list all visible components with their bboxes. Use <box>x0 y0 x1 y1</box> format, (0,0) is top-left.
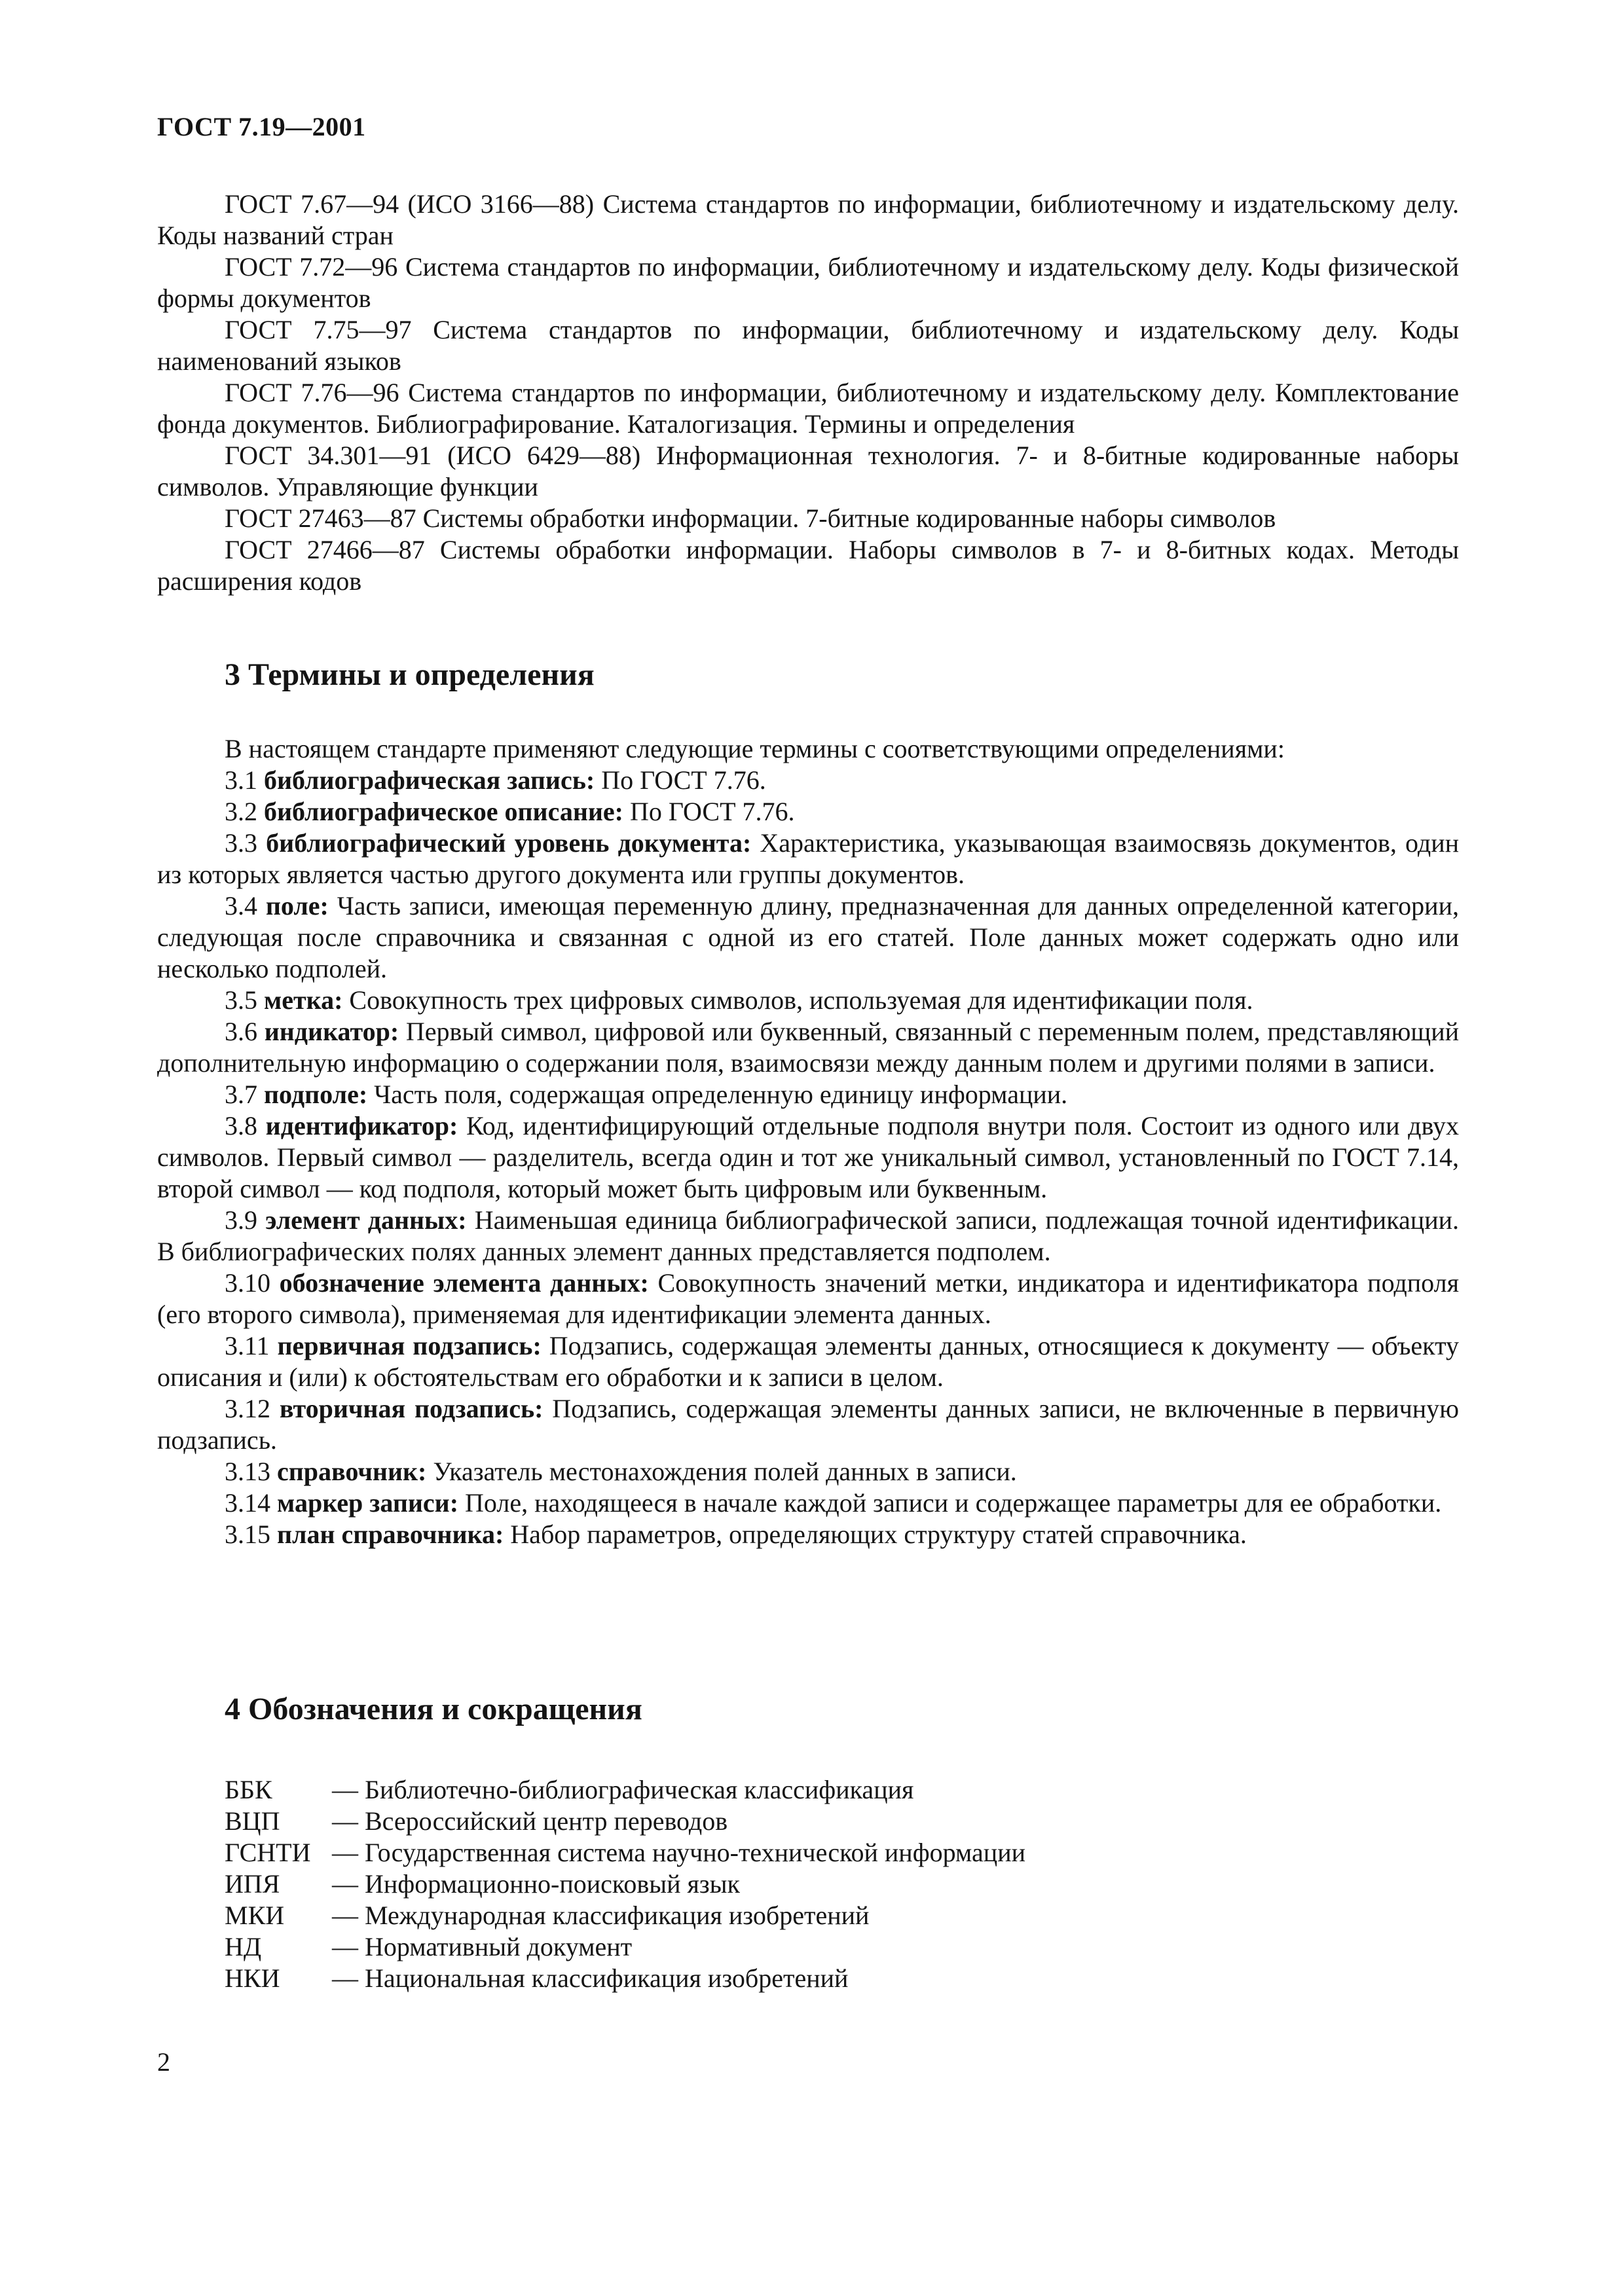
term-name: справочник: <box>277 1457 427 1486</box>
term-item <box>157 796 1459 828</box>
reference-item: ГОСТ 7.76—96 Система стандартов по информации, библиотечному и издательскому делу. Комплектование фонда документов. Библиографирование. Каталогизация. Термины и определения <box>157 378 1459 439</box>
term-definition: По ГОСТ 7.76. <box>630 797 795 826</box>
term-definition: Совокупность значений метки, индикатора и идентификатора подполя (его второго символа), применяемая для идентификации элемента данных. <box>157 1268 1460 1329</box>
term-definition: По ГОСТ 7.76. <box>601 765 766 795</box>
terms-intro: В настоящем стандарте применяют следующие термины с соответствующими определениями: <box>225 734 1285 763</box>
abbreviation-code: НД <box>225 1932 262 1961</box>
terms-section <box>157 733 1459 1550</box>
term-name: подполе: <box>264 1080 368 1109</box>
abbreviation-code: ГСНТИ <box>225 1838 311 1867</box>
term-name: библиографическое описание: <box>264 797 624 826</box>
term-item <box>157 1456 1459 1487</box>
term-name: индикатор: <box>264 1017 399 1046</box>
abbreviation-definition: — Информационно-поисковый язык <box>332 1869 740 1899</box>
term-item <box>157 985 1459 1016</box>
term-number: 3.10 <box>225 1268 270 1298</box>
term-item <box>157 1267 1459 1330</box>
term-definition: Набор параметров, определяющих структуру статей справочника. <box>510 1520 1247 1549</box>
term-name: поле: <box>265 891 329 920</box>
term-number: 3.7 <box>225 1080 257 1109</box>
reference-item: ГОСТ 7.67—94 (ИСО 3166—88) Система стандартов по информации, библиотечному и издательскому делу. Коды названий стран <box>157 189 1459 250</box>
abbreviation-definition: — Всероссийский центр переводов <box>332 1806 728 1836</box>
term-number: 3.14 <box>225 1488 270 1518</box>
term-number: 3.5 <box>225 985 257 1015</box>
abbreviation-definition: — Международная классификация изобретений <box>332 1901 870 1930</box>
term-name: вторичная подзапись: <box>279 1394 544 1423</box>
term-definition: Код, идентифицирующий отдельные подполя внутри поля. Состоит из одного или двух символов. Первый символ — разделитель, всегда один и тот же уникальный символ, установленный по ГОСТ 7.14, второй символ — код подполя, который может быть цифровым или буквенным. <box>157 1111 1460 1203</box>
term-definition: Указатель местонахождения полей данных в записи. <box>433 1457 1017 1486</box>
term-definition: Подзапись, содержащая элементы данных, относящиеся к документу — объекту описания и (или) к обстоятельствам его обработки и к записи в целом. <box>157 1331 1460 1392</box>
abbreviation-row <box>225 1931 1025 1963</box>
term-item <box>157 1205 1459 1267</box>
term-name: план справочника: <box>277 1520 504 1549</box>
term-number: 3.12 <box>225 1394 270 1423</box>
abbreviation-row <box>225 1837 1025 1868</box>
term-number: 3.4 <box>225 891 257 920</box>
term-definition: Первый символ, цифровой или буквенный, связанный с переменным полем, представляющий дополнительную информацию о содержании поля, взаимосвязи между данным полем и другими полями в записи. <box>157 1017 1460 1078</box>
abbreviation-row <box>225 1774 1025 1806</box>
term-item <box>157 1519 1459 1550</box>
term-number: 3.2 <box>225 797 257 826</box>
term-name: идентификатор: <box>265 1111 458 1140</box>
abbreviations-list <box>225 1774 1025 1994</box>
term-definition: Наименьшая единица библиографической записи, подлежащая точной идентификации. В библиографических полях данных элемент данных представляется подполем. <box>157 1205 1460 1266</box>
reference-item: ГОСТ 7.75—97 Система стандартов по информации, библиотечному и издательскому делу. Коды наименований языков <box>157 315 1459 376</box>
page-header: ГОСТ 7.19—2001 <box>157 112 366 141</box>
abbreviation-definition: — Национальная классификация изобретений <box>332 1963 849 1993</box>
abbreviation-code: ББК <box>225 1775 272 1804</box>
abbreviation-definition: — Нормативный документ <box>332 1932 633 1961</box>
abbreviation-definition: — Государственная система научно-технической информации <box>332 1838 1026 1867</box>
term-number: 3.1 <box>225 765 257 795</box>
term-item <box>157 1016 1459 1079</box>
term-number: 3.11 <box>225 1331 270 1360</box>
term-name: библиографический уровень документа: <box>266 828 752 858</box>
abbreviation-code: НКИ <box>225 1963 280 1993</box>
term-item <box>157 765 1459 796</box>
reference-item: ГОСТ 27466—87 Системы обработки информации. Наборы символов в 7- и 8-битных кодах. Методы расширения кодов <box>157 535 1459 596</box>
term-definition: Поле, находящееся в начале каждой записи и содержащее параметры для ее обработки. <box>465 1488 1442 1518</box>
term-name: метка: <box>264 985 343 1015</box>
term-number: 3.15 <box>225 1520 270 1549</box>
abbreviation-code: МКИ <box>225 1901 285 1930</box>
term-item <box>157 1330 1459 1393</box>
section-4-title: 4 Обозначения и сокращения <box>225 1692 642 1726</box>
term-item <box>157 1487 1459 1519</box>
abbreviation-row <box>225 1963 1025 1994</box>
abbreviation-row <box>225 1806 1025 1837</box>
term-name: маркер записи: <box>277 1488 459 1518</box>
term-number: 3.3 <box>225 828 257 858</box>
reference-item: ГОСТ 7.72—96 Система стандартов по информации, библиотечному и издательскому делу. Коды физической формы документов <box>157 252 1459 313</box>
reference-item: ГОСТ 34.301—91 (ИСО 6429—88) Информационная технология. 7- и 8-битные кодированные наборы символов. Управляющие функции <box>157 441 1459 501</box>
reference-item: ГОСТ 27463—87 Системы обработки информации. 7-битные кодированные наборы символов <box>225 503 1276 533</box>
abbreviation-code: ИПЯ <box>225 1869 280 1899</box>
term-name: библиографическая запись: <box>264 765 595 795</box>
term-item <box>157 890 1459 985</box>
term-definition: Часть записи, имеющая переменную длину, предназначенная для данных определенной категории, следующая после справочника и связанная с одной из его статей. Поле данных может содержать одно или несколько подполей. <box>157 891 1459 983</box>
references-list <box>157 189 1459 597</box>
term-number: 3.9 <box>225 1205 257 1235</box>
term-name: элемент данных: <box>265 1205 467 1235</box>
term-definition: Часть поля, содержащая определенную единицу информации. <box>374 1080 1068 1109</box>
abbreviation-row <box>225 1900 1025 1931</box>
term-number: 3.8 <box>225 1111 257 1140</box>
term-number: 3.13 <box>225 1457 270 1486</box>
abbreviation-code: ВЦП <box>225 1806 280 1836</box>
term-item <box>157 1393 1459 1456</box>
term-name: первичная подзапись: <box>277 1331 542 1360</box>
term-definition: Совокупность трех цифровых символов, используемая для идентификации поля. <box>349 985 1253 1015</box>
term-number: 3.6 <box>225 1017 257 1046</box>
term-definition: Подзапись, содержащая элементы данных записи, не включенные в первичную подзапись. <box>157 1394 1460 1455</box>
abbreviation-definition: — Библиотечно-библиографическая классификация <box>332 1775 914 1804</box>
section-3-title: 3 Термины и определения <box>225 657 595 692</box>
term-item <box>157 828 1459 890</box>
term-item <box>157 1110 1459 1205</box>
page-number: 2 <box>157 2047 170 2077</box>
abbreviation-row <box>225 1868 1025 1900</box>
term-item <box>157 1079 1459 1110</box>
term-name: обозначение элемента данных: <box>279 1268 649 1298</box>
term-definition: Характеристика, указывающая взаимосвязь документов, один из которых является частью другого документа или группы документов. <box>157 828 1460 889</box>
